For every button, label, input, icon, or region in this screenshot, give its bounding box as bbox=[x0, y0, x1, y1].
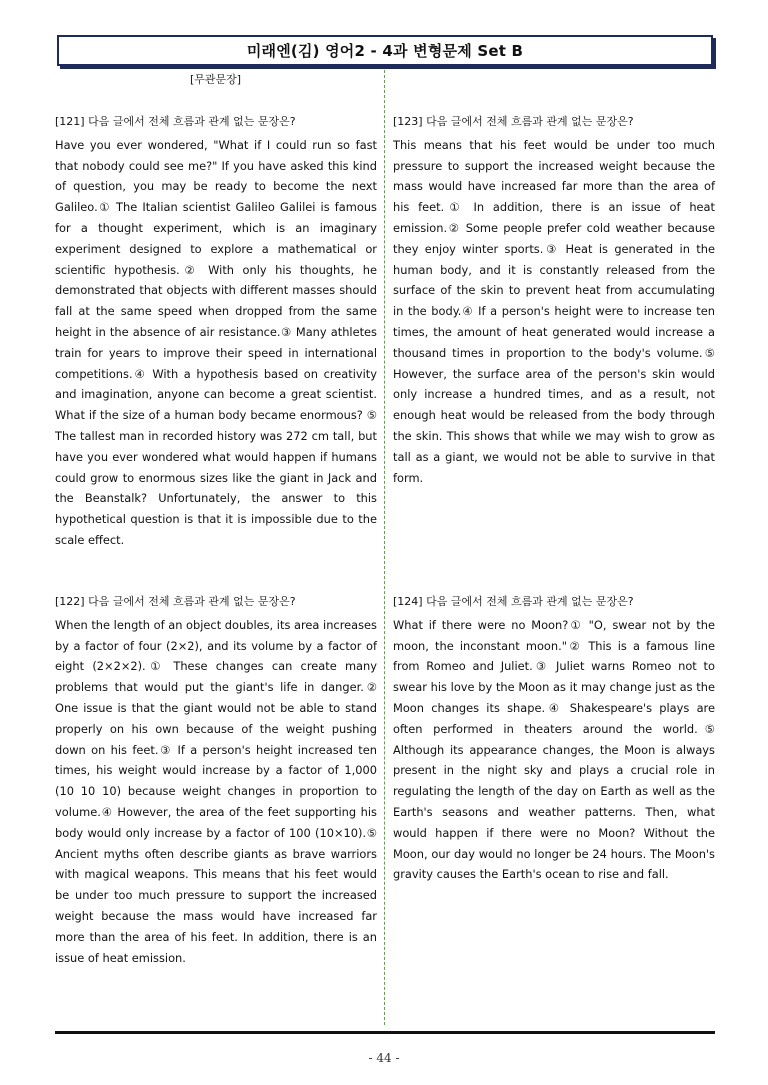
question-121 bbox=[55, 112, 377, 551]
page-title bbox=[57, 35, 713, 66]
question-122 bbox=[55, 592, 377, 968]
question-124 bbox=[393, 592, 715, 885]
page-title-text: 미래엔(김) 영어2 - 4과 변형문제 Set B bbox=[246, 42, 524, 60]
question-passage: What if there were no Moon?① "O, swear not by the moon, the inconstant moon."② This is a famous line from Romeo and Juliet.③ Juliet warns Romeo not to swear his love by the Moon as it may change just as the Moon changes its shape.④ Shakespeare's plays are often performed in theaters around the world.⑤ Although its appearance changes, the Moon is always present in the night sky and plays a crucial role in regulating the length of the day on Earth as well as the Earth's seasons and weather patterns. Then, what would happen if there were no Moon? Without the Moon, our day would no longer be 24 hours. The Moon's gravity causes the Earth's ocean to rise and fall. bbox=[393, 617, 715, 882]
question-heading: [124] 다음 글에서 전체 흐름과 관계 없는 문장은? bbox=[393, 595, 634, 608]
section-tag: [무관문장] bbox=[190, 73, 242, 86]
question-heading: [121] 다음 글에서 전체 흐름과 관계 없는 문장은? bbox=[55, 115, 296, 128]
footer-rule bbox=[55, 1031, 715, 1034]
question-passage: Have you ever wondered, "What if I could run so fast that nobody could see me?" If you have asked this kind of question, you may be ready to become the next Galileo.① The Italian scientist Galileo Galilei is famous for a thought experiment, which is an imaginary experiment designed to explore a mathematical or scientific hypothesis.② With only his thoughts, he demonstrated that objects with different masses should fall at the same speed when dropped from the same height in the absence of air resistance.③ Many athletes train for years to improve their speed in international competitions.④ With a hypothesis based on creativity and imagination, anyone can become a great scientist. What if the size of a human body became enormous? ⑤ The tallest man in recorded history was 272 cm tall, but have you ever wondered what would happen if humans could grow to enormous sizes like the giant in Jack and the Beanstalk? Unfortunately, the answer to this hypothetical question is that it is impossible due to the scale effect. bbox=[55, 137, 377, 547]
column-divider bbox=[384, 70, 385, 1025]
question-heading: [122] 다음 글에서 전체 흐름과 관계 없는 문장은? bbox=[55, 595, 296, 608]
question-passage: This means that his feet would be under too much pressure to support the increased weight because the mass would have increased far more than the area of his feet.① In addition, there is an issue of heat emission.② Some people prefer cold weather because they enjoy winter sports.③ Heat is generated in the human body, and it is constantly released from the surface of the skin to prevent heat from accumulating in the body.④ If a person's height were to increase ten times, the amount of heat generated would increase a thousand times in proportion to the body's volume.⑤ However, the surface area of the person's skin would only increase a hundred times, and as a result, not enough heat would be released from the body through the skin. This shows that while we may wish to grow as tall as a giant, we would not be able to survive in that form. bbox=[393, 137, 715, 485]
page-number: - 44 - bbox=[368, 1051, 400, 1065]
question-heading: [123] 다음 글에서 전체 흐름과 관계 없는 문장은? bbox=[393, 115, 634, 128]
question-123 bbox=[393, 112, 715, 488]
question-passage: When the length of an object doubles, its area increases by a factor of four (2×2), and its volume by a factor of eight (2×2×2).① These changes can create many problems that would put the giant's life in danger.② One issue is that the giant would not be able to stand properly on his own because of the weight pushing down on his feet.③ If a person's height increased ten times, his weight would increase by a factor of 1,000 (10 10 10) because weight changes in proportion to volume.④ However, the area of the feet supporting his body would only increase by a factor of 100 (10×10).⑤ Ancient myths often describe giants as brave warriors with magical weapons. This means that his feet would be under too much pressure to support the increased weight because the mass would have increased far more than the area of his feet. In addition, there is an issue of heat emission. bbox=[55, 617, 377, 965]
